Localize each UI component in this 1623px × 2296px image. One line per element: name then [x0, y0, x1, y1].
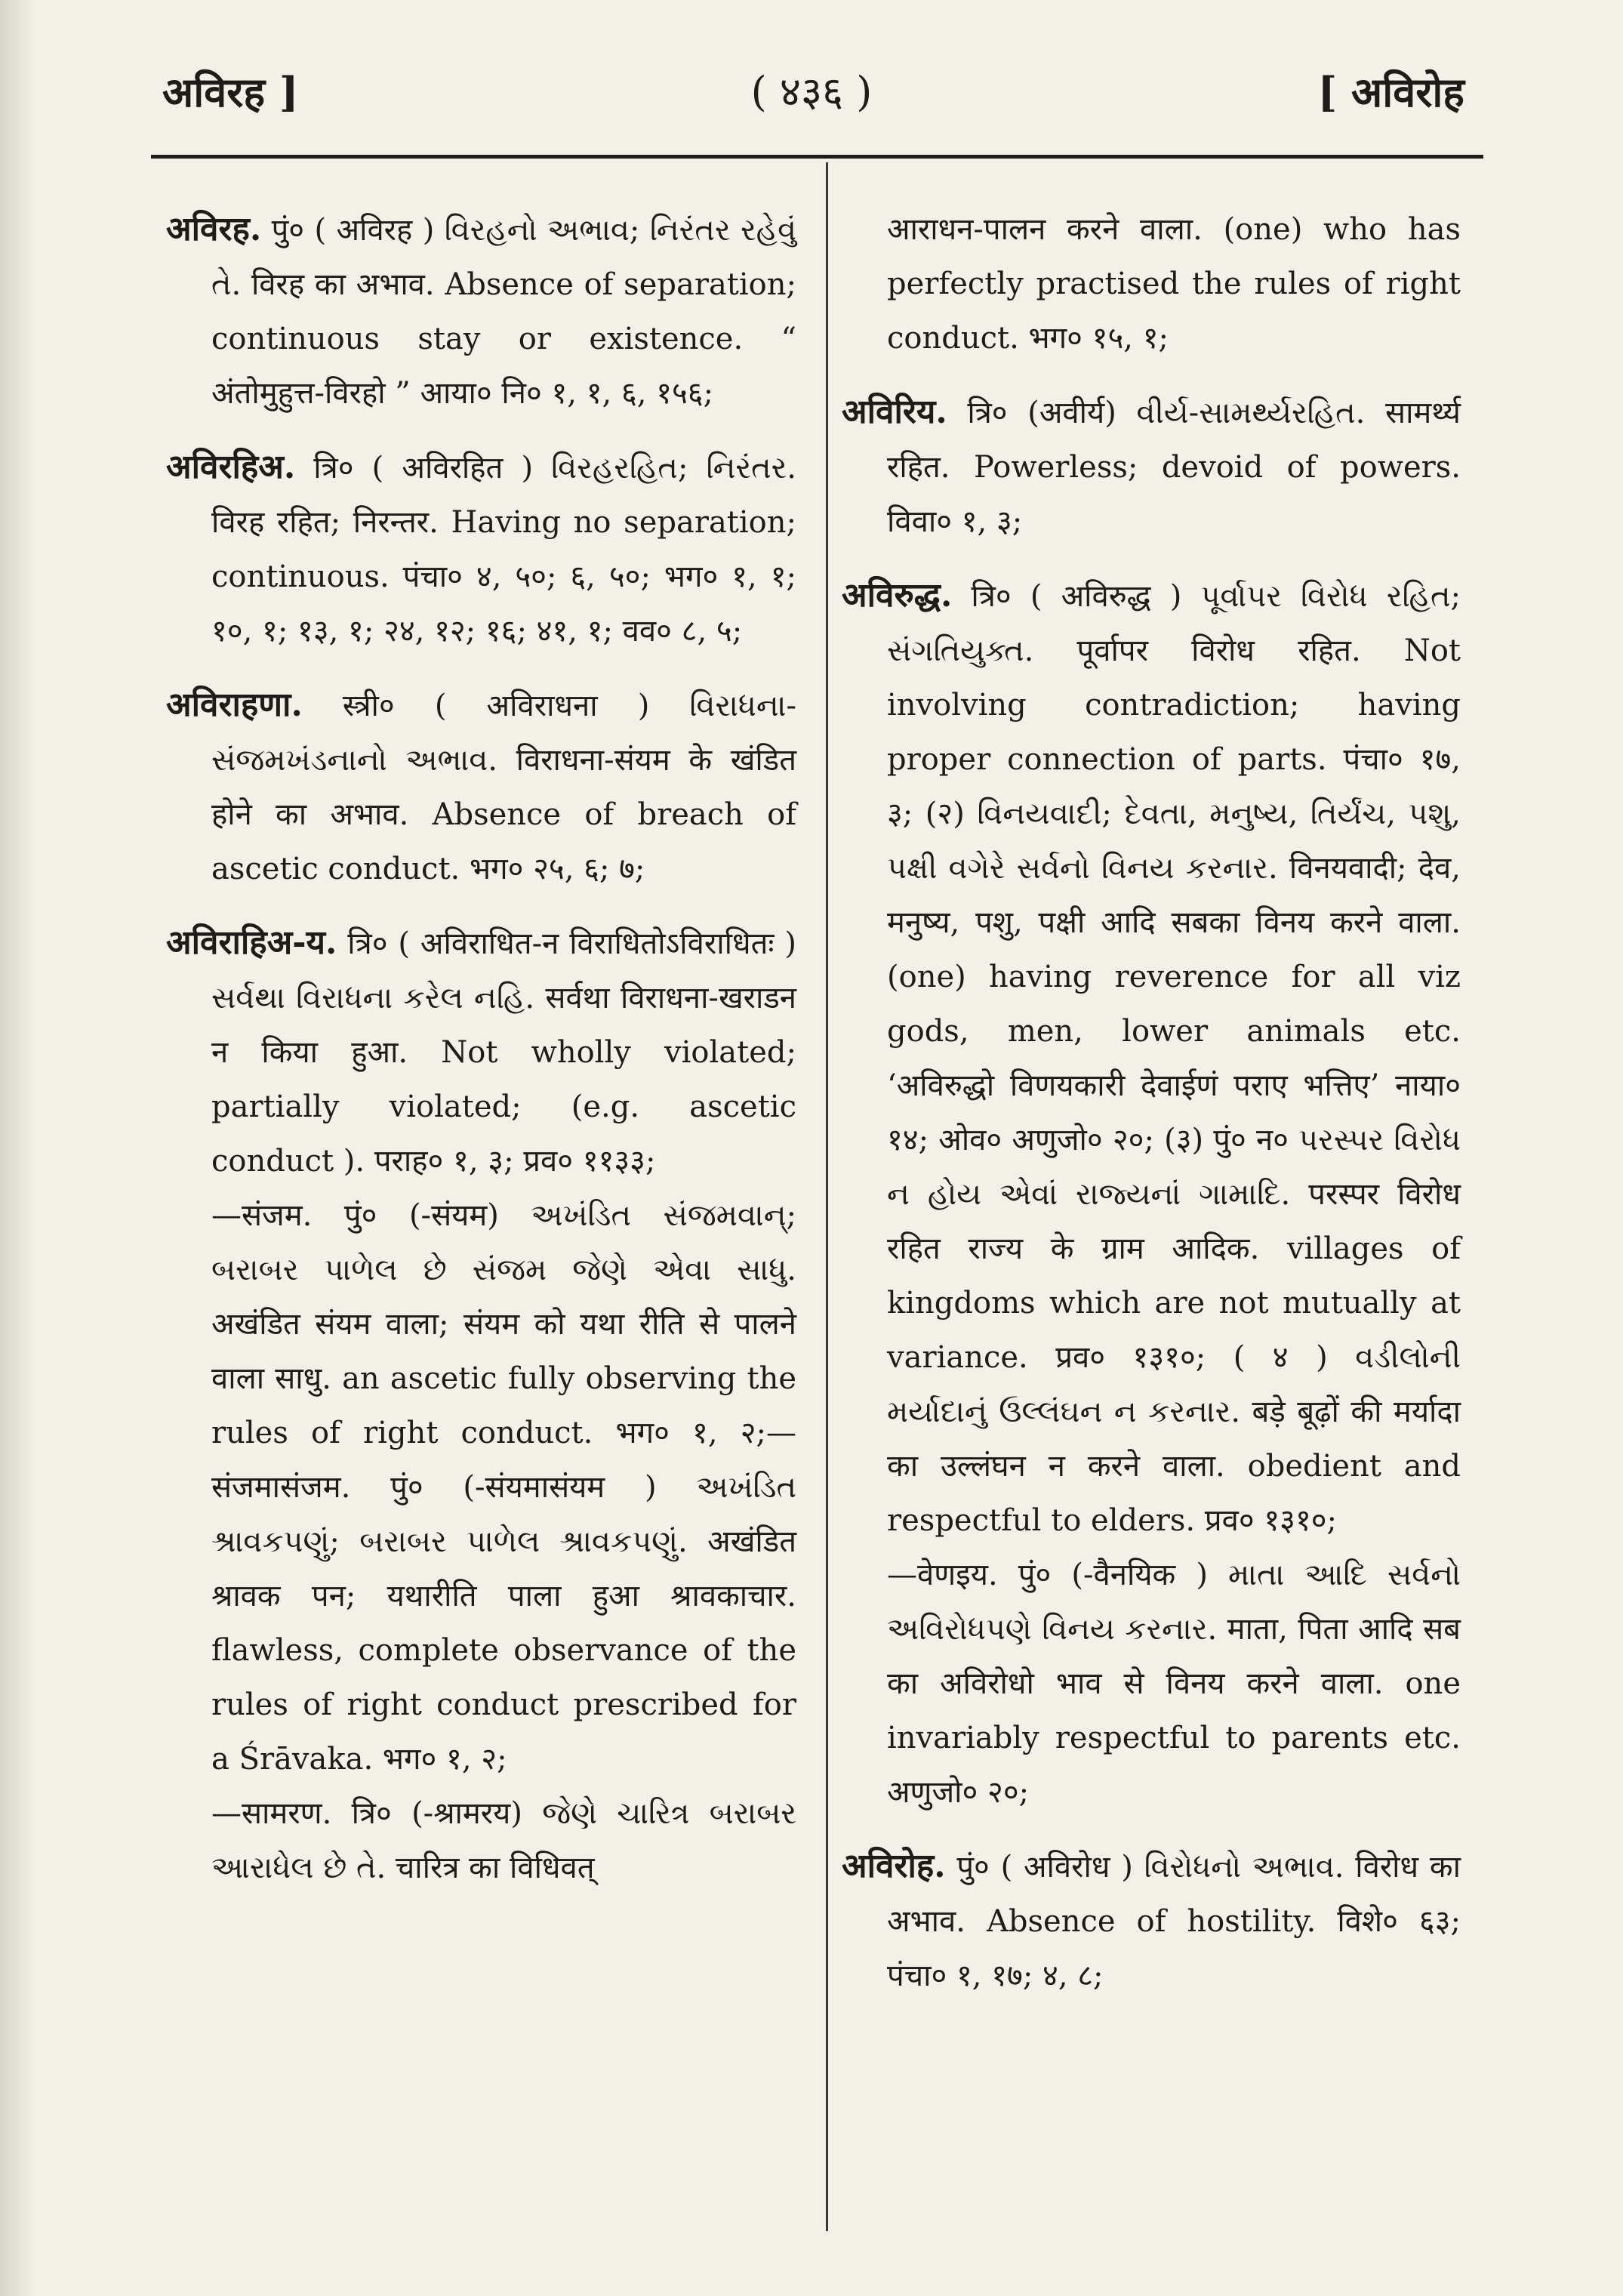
entry-text: स्त्री० ( अविराधना ) વિરાધના-સંજમખંડનાનો અભાવ. विराधना-संयम के खंडित होने का अभाव. Absence of breach of ascetic conduct. भग० २५, ६; ७; — [211, 689, 796, 886]
dictionary-entry — [166, 440, 796, 658]
sub-entry: —संजम. पुं० (-संयम) અખંડિત સંજમવાન્; બરાબર પાળેલ છે સંજમ જેણે એવા સાધુ. अखंडित संयम वाला; संयम को यथा रीति से पालने वाला साधु. an ascetic fully observing the rules of right conduct. भग० १, २;—संजमासंजम. पुं० (-संयमासंयम ) અખંડિત શ્રાવકપણું; બરાબર પાળેલ શ્રાવકપણું. अखंडित श्रावक पन; यथारीति पाला हुआ श्रावकाचार. flawless, complete observance of the rules of right conduct prescribed for a Śrāvaka. भग० १, २; — [211, 1198, 796, 1777]
dictionary-entry — [842, 1839, 1461, 2003]
dictionary-entry — [166, 916, 796, 1188]
entry-text: त्रि० ( अविराधित-न विराधितोऽविराधितः ) સર્વથા વિરાધના કરેલ નહિ. सर्वथा विराधना-खराडन न किया हुआ. Not wholly violated; partially violated; (e.g. ascetic conduct ). पराह० १, ३; प्रव० ११३३; — [211, 926, 796, 1179]
entry-text: पुं० ( अविरोध ) વિરોધનો અભાવ. विरोध का अभाव. Absence of hostility. विशे० ६३; पंचा० १, १७; ४, ८; — [887, 1850, 1461, 1993]
header-rule — [151, 155, 1483, 159]
entry-headword: अविरोह. — [842, 1847, 946, 1885]
column-divider — [826, 162, 828, 2231]
entry-headword: अविराहणा. — [166, 686, 303, 724]
dictionary-entry — [166, 678, 796, 896]
right-column — [842, 202, 1461, 2023]
dictionary-entry — [842, 569, 1461, 1548]
dictionary-entry — [166, 202, 796, 421]
entry-headword: अविरह. — [166, 210, 262, 248]
entry-headword: अविरहिअ. — [166, 448, 296, 486]
entry-text: पुं० ( अविरह ) વિરહનો અભાવ; નિરંતર રહેવું તે. विरह का अभाव. Absence of separation; continuous stay or existence. “ अंतोमुहुत्त-विरहो ” आया० नि० १, १, ६, १५६; — [211, 213, 796, 411]
sub-entry: —सामरण. त्रि० (-श्रामरय) જેણે ચારિત્ર બરાબર આરાધેલ છે તે. चारित्र का विधिवत् — [211, 1796, 796, 1885]
header-right-guide-word: [ अविरोह — [1317, 68, 1464, 116]
page-binding-shadow — [0, 0, 35, 2296]
continued-entry-text: आराधन-पालन करने वाला. (one) who has perfectly practised the rules of right conduct. भग० १५, १; — [887, 212, 1461, 356]
sub-entry: —वेणइय. पुं० (-वैनयिक ) માતા આદિ સર્વનો અવિરોધપણે વિનય કરનાર. माता, पिता आदि सब का अविरोधो भाव से विनय करने वाला. one invariably respectful to parents etc. अणुजो० २०; — [887, 1558, 1461, 1810]
dictionary-entry — [842, 385, 1461, 549]
page-number: ( ४३६ ) — [750, 68, 873, 116]
entry-text: त्रि० (अवीर्य) વીર્ય-સામર્થ્યરહિત. सामर्थ्य रहित. Powerless; devoid of powers. विवा० १, ३; — [887, 396, 1461, 539]
entry-text: त्रि० ( अविरुद्ध ) પૂર્વાપર વિરોધ રહિત; સંગતિયુક્ત. पूर्वापर विरोध रहित. Not involving contradiction; having proper connection of parts. पंचा० १७, ३; (२) વિનયવાદી; દેવતા, મનુષ્ય, તિર્યંચ, પશુ, પક્ષી વગેરે સર્વનો વિનય કરનાર. विनयवादी; देव, मनुष्य, पशु, पक्षी आदि सबका विनय करने वाला.(one) having reverence for all viz gods, men, lower animals etc. ‘अविरुद्धो विणयकारी देवाईणं पराए भत्तिए’ नाया० १४; ओव० अणुजो० २०; (३) पुं० न० પરસ્પર વિરોધ ન હોય એવાં રાજ્યનાં ગામાદિ. परस्पर विरोध रहित राज्य के ग्राम आदिक. villages of kingdoms which are not mutually at variance. प्रव० १३१०; ( ४ ) વડીલોની મર્યાદાનું ઉલ્લંઘન ન કરનાર. बड़े बूढ़ों की मर्यादा का उल्लंघन न करने वाला. obedient and respectful to elders. प्रव० १३१०; — [887, 579, 1461, 1538]
left-column — [166, 202, 796, 1915]
entry-headword: अविरुद्ध. — [842, 576, 953, 615]
entry-headword: अविरिय. — [842, 393, 947, 431]
entry-text: त्रि० ( अविरहित ) વિરહરહિત; નિરંતર. विरह रहित; निरन्तर. Having no separation; continuous. पंचा० ४, ५०; ६, ५०; भग० १, १; १०, १; १३, १; २४, १२; १६; ४१, १; वव० ८, ५; — [211, 451, 796, 649]
entry-headword: अविराहिअ-य. — [166, 923, 337, 962]
page-header — [0, 54, 1623, 137]
header-left-guide-word: अविरह ] — [162, 68, 299, 116]
